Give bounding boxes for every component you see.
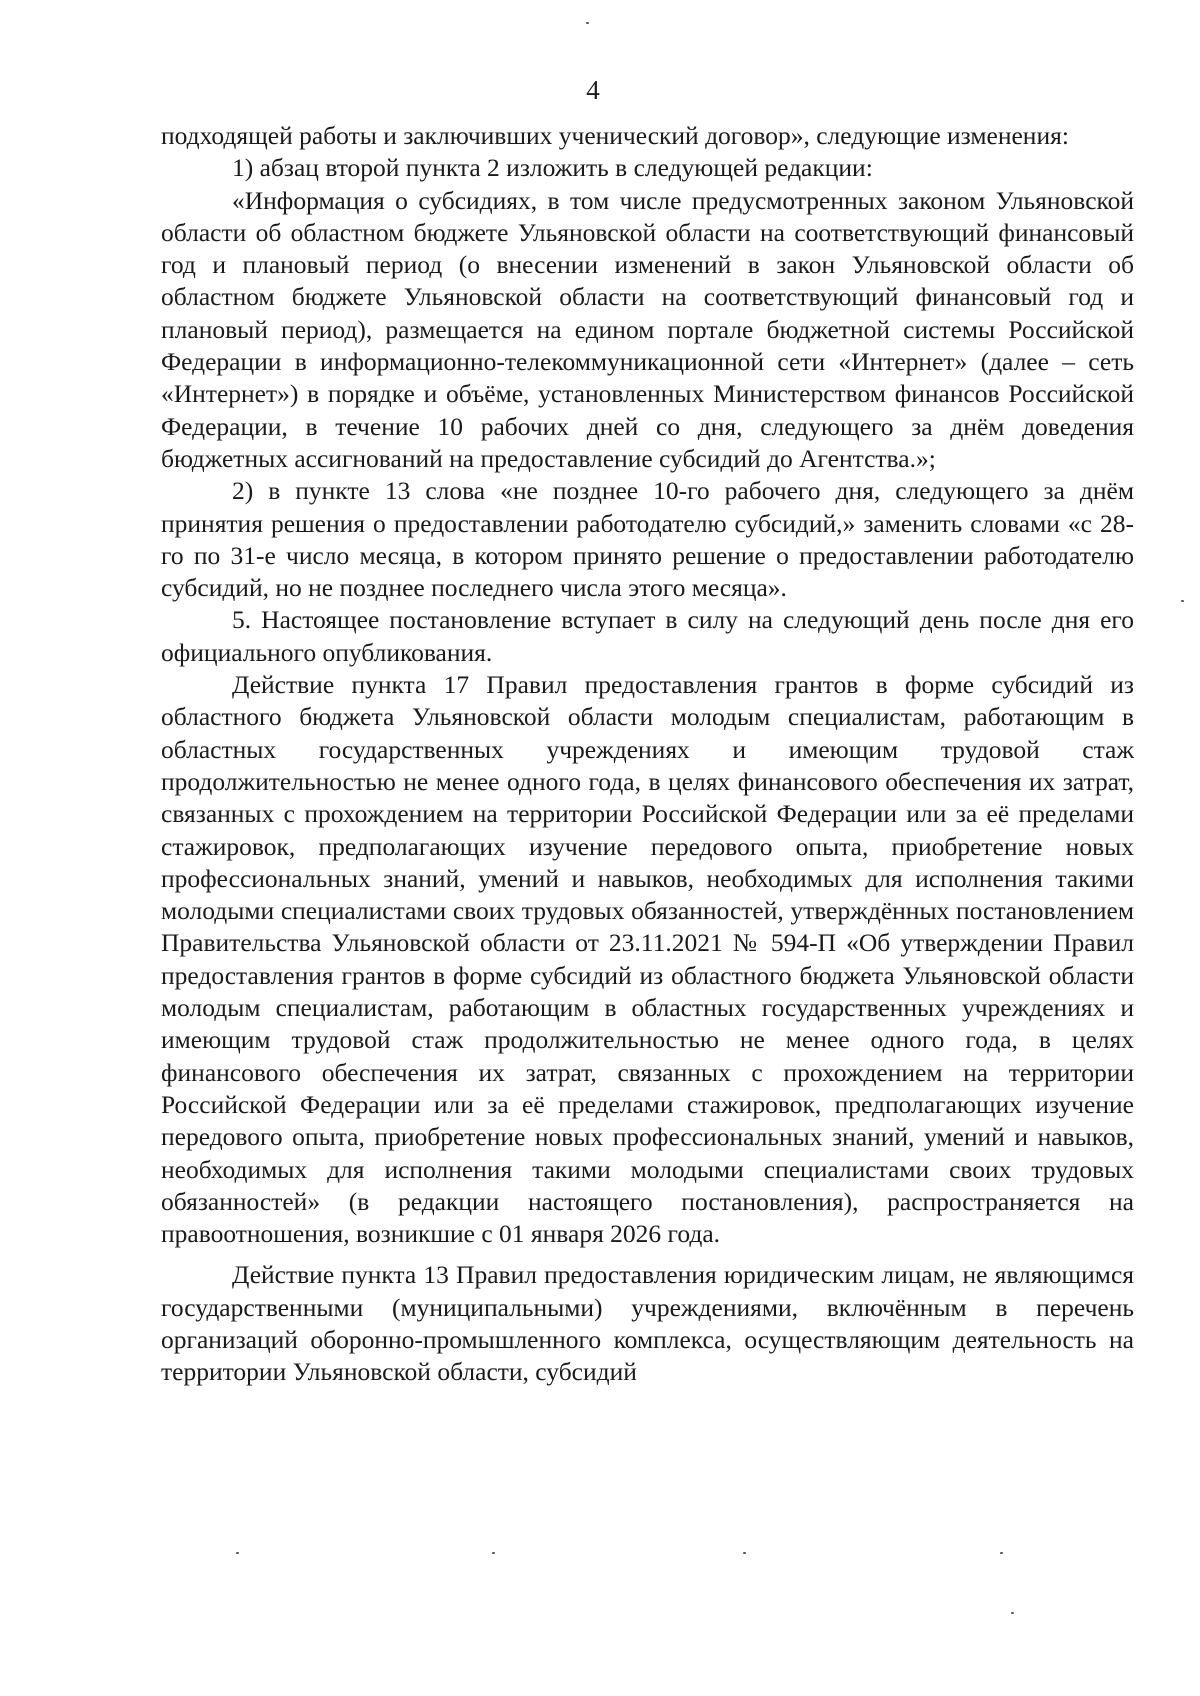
document-body [161,120,1134,1389]
scan-speck [586,22,589,24]
scan-speck [1181,600,1184,602]
scan-speck [492,1552,495,1554]
paragraph-item-5: 5. Настоящее постановление вступает в силу на следующий день после дня его официального опубликования. [161,605,1134,667]
scan-speck [236,1552,239,1554]
scan-speck [1011,1612,1014,1614]
paragraph-quote: «Информация о субсидиях, в том числе предусмотренных законом Ульяновской области об областном бюджете Ульяновской области на соответствующий финансовый год и плановый период (о внесении изменений в закон Ульяновской области об областном бюджете Ульяновской области на соответствующий финансовый год и плановый период), размещается на едином портале бюджетной системы Российской Федерации в информационно-телекоммуникационной сети «Интернет» (далее – сеть «Интернет») в порядке и объёме, установленных Министерством финансов Российской Федерации, в течение 10 рабочих дней со дня, следующего за днём доведения бюджетных ассигнований на предоставление субсидий до Агентства.»; [161,185,1134,473]
paragraph-effect-point-13: Действие пункта 13 Правил предоставления юридическим лицам, не являющимся государственными (муниципальными) учреждениями, включённым в перечень организаций оборонно-промышленного комплекса, осуществляющим деятельность на территории Ульяновской области, субсидий [161,1260,1134,1387]
scan-speck [1000,1552,1003,1554]
paragraph-item-1: 1) абзац второй пункта 2 изложить в следующей редакции: [232,153,873,183]
page-number: 4 [586,75,600,105]
paragraph-item-2: 2) в пункте 13 слова «не позднее 10-го рабочего дня, следующего за днём принятия решения о предоставлении работодателю субсидий,» заменить словами «с 28-го по 31-е число месяца, в котором принято решение о предоставлении работодателю субсидий, но не позднее последнего числа этого месяца». [161,476,1134,603]
paragraph-effect-point-17: Действие пункта 17 Правил предоставления грантов в форме субсидий из областного бюджета Ульяновской области молодым специалистам, работающим в областных государственных учреждениях и имеющим трудовой стаж продолжительностью не менее одного года, в целях финансового обеспечения их затрат, связанных с прохождением на территории Российской Федерации или за её пределами стажировок, предполагающих изучение передового опыта, приобретение новых профессиональных знаний, умений и навыков, необходимых для исполнения такими молодыми специалистами своих трудовых обязанностей, утверждённых постановлением Правительства Ульяновской области от 23.11.2021 № 594-П «Об утверждении Правил предоставления грантов в форме субсидий из областного бюджета Ульяновской области молодым специалистам, работающим в областных государственных учреждениях и имеющим трудовой стаж продолжительностью не менее одного года, в целях финансового обеспечения их затрат, связанных с прохождением на территории Российской Федерации или за её пределами стажировок, предполагающих изучение передового опыта, приобретение новых профессиональных знаний, умений и навыков, необходимых для исполнения такими молодыми специалистами своих трудовых обязанностей» (в редакции настоящего постановления), распространяется на правоотношения, возникшие с 01 января 2026 года. [161,670,1134,1249]
paragraph-continuation: подходящей работы и заключивших ученический договор», следующие изменения: [161,121,1069,150]
scan-speck [743,1552,746,1554]
